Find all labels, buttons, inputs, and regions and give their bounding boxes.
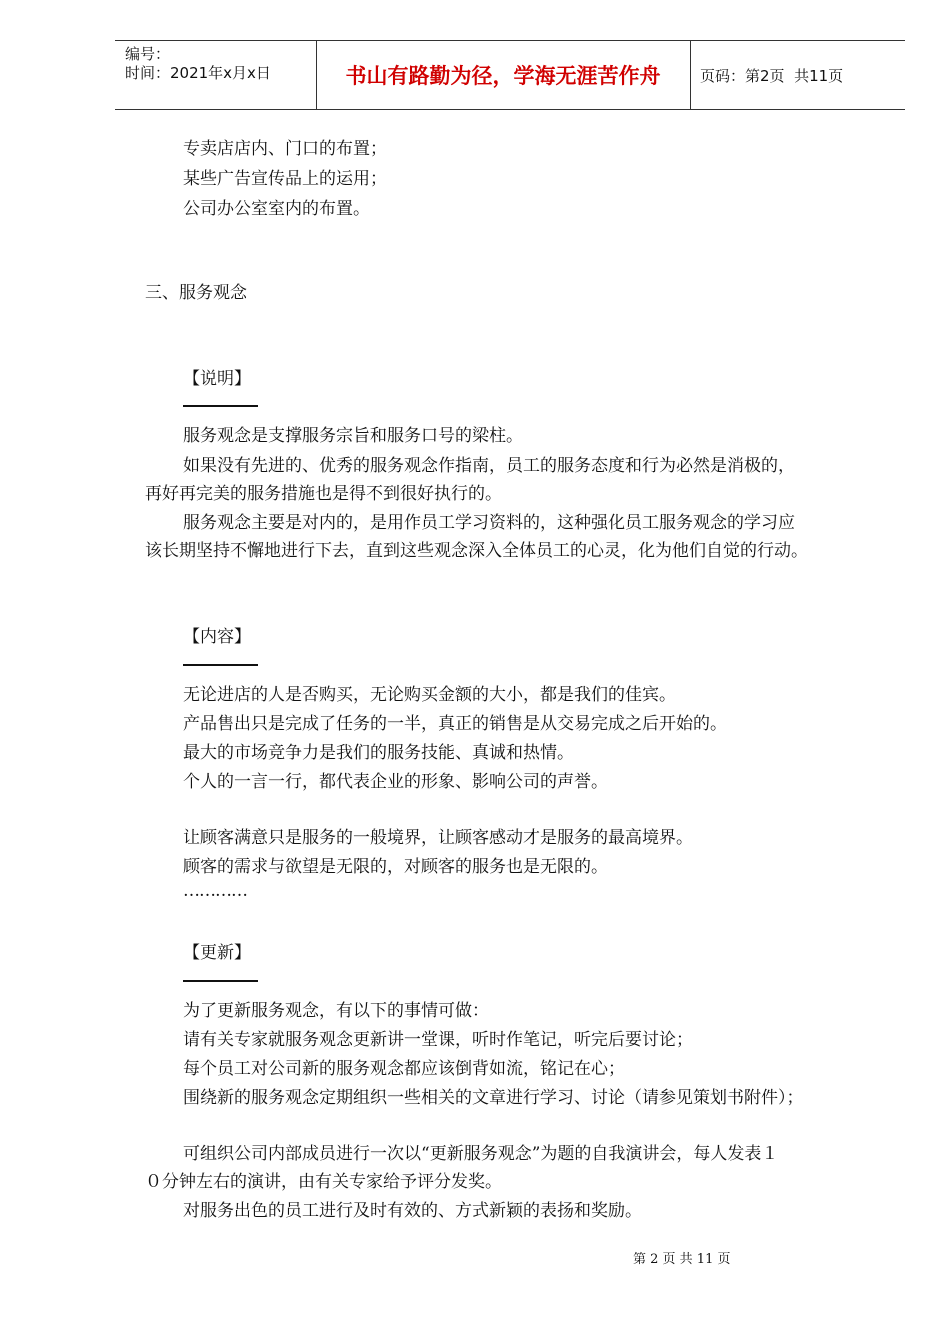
- heading-underline: [183, 664, 258, 666]
- content-item: 顾客的需求与欲望是无限的，对顾客的服务也是无限的。: [183, 857, 608, 877]
- doc-number-label: 编号：: [125, 45, 171, 63]
- page-footer: 第 2 页 共 11 页: [633, 1252, 731, 1267]
- content-item: 最大的市场竞争力是我们的服务技能、真诚和热情。: [183, 743, 574, 763]
- content-item: 个人的一言一行，都代表企业的形象、影响公司的声誉。: [183, 772, 608, 792]
- update-paragraph: ０分钟左右的演讲，由有关专家给予评分发奖。: [145, 1172, 502, 1192]
- header-divider: [690, 41, 691, 109]
- section-title: 三、服务观念: [145, 283, 247, 303]
- header-page-info: 页码：第2页 共11页: [700, 66, 844, 85]
- update-item: 为了更新服务观念，有以下的事情可做：: [183, 1001, 489, 1021]
- update-heading: 【更新】: [183, 943, 251, 963]
- content-item: 让顾客满意只是服务的一般境界，让顾客感动才是服务的最高境界。: [183, 828, 693, 848]
- explain-heading: 【说明】: [183, 369, 251, 389]
- page-header: [115, 40, 905, 110]
- content-item: 产品售出只是完成了任务的一半，真正的销售是从交易完成之后开始的。: [183, 714, 727, 734]
- content-heading: 【内容】: [183, 627, 251, 647]
- heading-underline: [183, 405, 258, 407]
- content-item: 无论进店的人是否购买，无论购买金额的大小，都是我们的佳宾。: [183, 685, 676, 705]
- explain-paragraph: 再好再完美的服务措施也是得不到很好执行的。: [145, 484, 502, 504]
- explain-paragraph: 如果没有先进的、优秀的服务观念作指南，员工的服务态度和行为必然是消极的，: [183, 456, 795, 476]
- header-meta: [125, 45, 271, 83]
- content-ellipsis: …………: [183, 881, 247, 901]
- update-item: 请有关专家就服务观念更新讲一堂课，听时作笔记，听完后要讨论；: [183, 1030, 693, 1050]
- intro-item: 某些广告宣传品上的运用；: [183, 169, 387, 189]
- explain-paragraph: 该长期坚持不懈地进行下去，直到这些观念深入全体员工的心灵，化为他们自觉的行动。: [145, 541, 808, 561]
- doc-time-label: 时间：2021年x月x日: [125, 64, 271, 82]
- explain-paragraph: 服务观念主要是对内的，是用作员工学习资料的，这种强化员工服务观念的学习应: [183, 513, 795, 533]
- heading-underline: [183, 980, 258, 982]
- update-item: 围绕新的服务观念定期组织一些相关的文章进行学习、讨论（请参见策划书附件）；: [183, 1088, 804, 1108]
- explain-paragraph: 服务观念是支撑服务宗旨和服务口号的梁柱。: [183, 426, 523, 446]
- intro-item: 专卖店店内、门口的布置；: [183, 139, 387, 159]
- intro-item: 公司办公室室内的布置。: [183, 199, 370, 219]
- update-paragraph: 可组织公司内部成员进行一次以“更新服务观念”为题的自我演讲会，每人发表１: [183, 1144, 779, 1164]
- header-motto: 书山有路勤为径，学海无涯苦作舟: [345, 64, 661, 88]
- update-paragraph: 对服务出色的员工进行及时有效的、方式新颖的表扬和奖励。: [183, 1201, 642, 1221]
- update-item: 每个员工对公司新的服务观念都应该倒背如流，铭记在心；: [183, 1059, 625, 1079]
